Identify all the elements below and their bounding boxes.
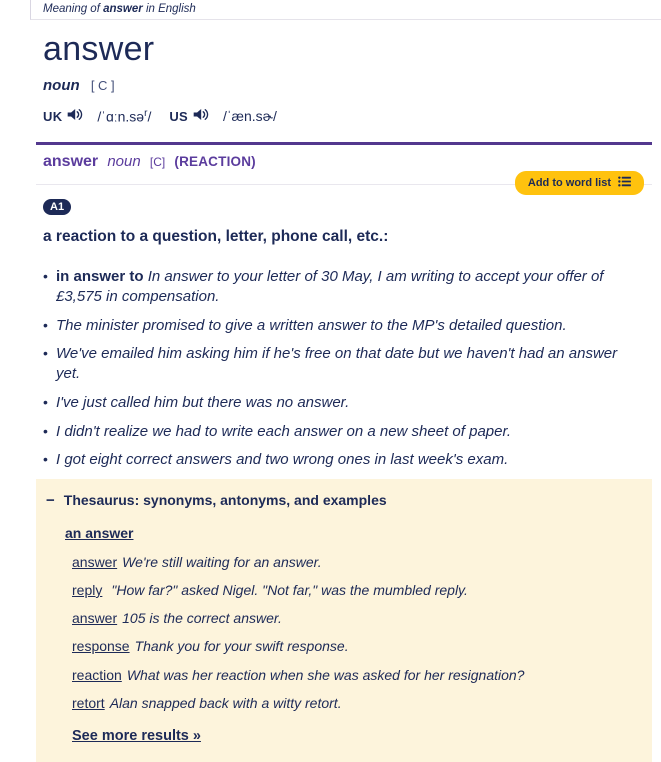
cefr-level-badge: A1 (43, 199, 71, 215)
thesaurus-title: Thesaurus: synonyms, antonyms, and examples (63, 491, 387, 508)
pronunciation-line (36, 107, 652, 125)
example-text: I didn't realize we had to write each answer on a new sheet of paper. (56, 422, 512, 440)
breadcrumb-prefix: Meaning of (43, 3, 104, 15)
part-of-speech: noun (43, 77, 80, 94)
thesaurus-example: 105 is the correct answer. (122, 610, 282, 627)
example-item (43, 422, 641, 442)
thesaurus-panel (36, 479, 652, 762)
thesaurus-word-link[interactable]: reply (72, 581, 103, 598)
thesaurus-row (72, 694, 638, 712)
us-ipa: /ˈæn.sɚ/ (223, 108, 277, 124)
thesaurus-example: We're still waiting for an answer. (122, 553, 322, 570)
thesaurus-example: What was her reaction when she was asked for her resignation? (126, 666, 525, 683)
thesaurus-word-link[interactable]: reaction (72, 666, 122, 683)
example-list (36, 267, 652, 470)
sense-grammar-code: [C] (149, 155, 166, 169)
breadcrumb-word: answer (103, 3, 143, 15)
thesaurus-word-link[interactable]: answer (72, 553, 118, 570)
thesaurus-header (46, 492, 638, 508)
speaker-icon (192, 107, 209, 125)
example-item (43, 393, 641, 413)
thesaurus-word-link[interactable]: retort (72, 694, 105, 711)
thesaurus-example: "How far?" asked Nigel. "Not far," was the mumbled reply. (111, 581, 468, 598)
uk-ipa: /ˈɑːn.sə$^r$/ (97, 107, 152, 125)
speaker-icon (66, 107, 83, 125)
thesaurus-row (72, 581, 638, 599)
example-text: In answer to your letter of 30 May, I am writing to accept your offer of £3,575 in compensation. (56, 268, 604, 306)
thesaurus-row (72, 637, 638, 655)
thesaurus-row (72, 553, 638, 571)
part-of-speech-line (36, 77, 652, 94)
breadcrumb (30, 0, 661, 20)
thesaurus-word-link[interactable]: answer (72, 610, 118, 627)
sense-guideword: (REACTION) (174, 154, 256, 169)
sense-pos: noun (107, 153, 141, 170)
example-text: The minister promised to give a written answer to the MP's detailed question. (56, 316, 567, 334)
thesaurus-entries (72, 553, 638, 712)
uk-audio-button[interactable] (66, 107, 83, 125)
thesaurus-example: Thank you for your swift response. (134, 638, 349, 655)
us-audio-button[interactable] (192, 107, 209, 125)
thesaurus-word-link[interactable]: response (72, 638, 130, 655)
dictionary-entry (36, 30, 652, 762)
sense-headword: answer (43, 153, 99, 170)
thesaurus-row (72, 609, 638, 627)
add-to-word-list-label: Add to word list (527, 177, 611, 189)
example-item (43, 267, 641, 307)
example-text: I got eight correct answers and two wrong ones in last week's exam. (56, 451, 509, 469)
thesaurus-example: Alan snapped back with a witty retort. (109, 694, 342, 711)
see-more-results-link[interactable]: See more results » (72, 727, 201, 744)
page-title: answer (43, 30, 155, 68)
grammar-code: [ C ] (90, 78, 115, 93)
example-text: We've emailed him asking him if he's free on that date but we haven't had an answer yet. (56, 345, 618, 383)
word-list-icon (618, 176, 631, 190)
example-collocation: in answer to (56, 268, 144, 285)
sense-header (36, 142, 652, 189)
definition-text: a reaction to a question, letter, phone call, etc.: (43, 228, 389, 245)
breadcrumb-suffix: in English (142, 3, 196, 15)
thesaurus-row (72, 666, 638, 684)
thesaurus-group-link[interactable]: an answer (65, 524, 134, 541)
example-item (43, 344, 641, 384)
uk-label: UK (43, 108, 63, 124)
add-to-word-list-button[interactable] (515, 171, 644, 195)
example-text: I've just called him but there was no answer. (56, 393, 350, 411)
collapse-icon[interactable]: − (46, 491, 55, 509)
example-item (43, 450, 641, 470)
us-label: US (169, 108, 188, 124)
example-item (43, 316, 641, 336)
